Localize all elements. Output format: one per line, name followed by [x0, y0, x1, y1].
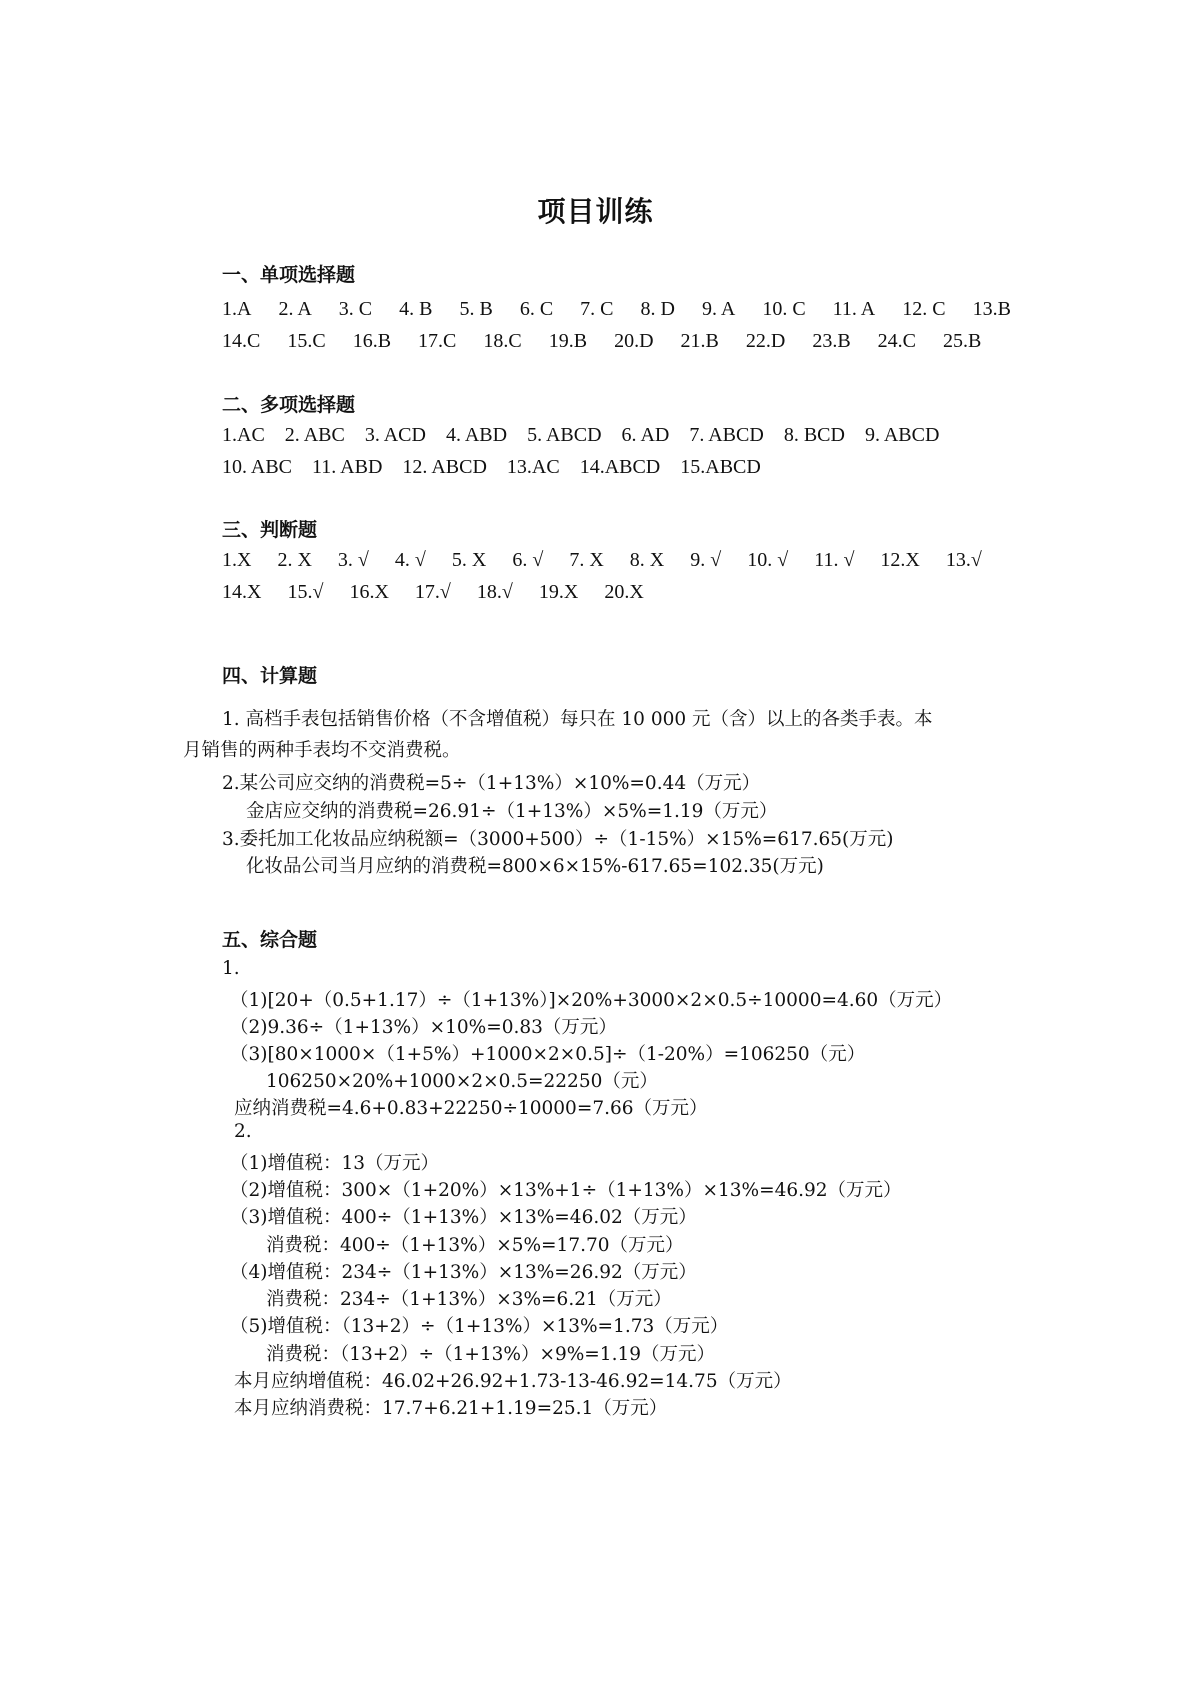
answer-item: 15.ABCD	[680, 456, 761, 478]
body-line: （5)增值税：（13+2）÷（1+13%）×13%=1.73（万元）	[230, 1316, 729, 1337]
answer-item: 4. ABD	[445, 424, 508, 446]
body-line: （2)9.36÷（1+13%）×10%=0.83（万元）	[230, 1017, 617, 1038]
body-line: 本月应纳消费税：17.7+6.21+1.19=25.1（万元）	[234, 1398, 668, 1419]
answer-item: 7. ABCD	[689, 424, 764, 446]
answer-row	[222, 581, 670, 604]
answer-row	[222, 298, 1038, 321]
answer-item: 6. √	[512, 549, 544, 571]
answer-item: 2. A	[278, 298, 312, 320]
answer-item: 5. B	[459, 298, 493, 320]
body-line: （1)增值税：13（万元）	[230, 1153, 440, 1174]
answer-item: 15.√	[287, 581, 324, 603]
answer-item: 1.X	[222, 549, 252, 571]
answer-item: 4. √	[394, 549, 426, 571]
body-line: （1)[20+（0.5+1.17）÷（1+13%）]×20%+3000×2×0.5÷10000=4.60（万元）	[230, 990, 953, 1011]
answer-item: 9. √	[690, 549, 722, 571]
answer-item: 14.X	[222, 581, 262, 603]
answer-item: 25.B	[943, 330, 982, 352]
answer-item: 12.X	[880, 549, 920, 571]
answer-item: 15.C	[287, 330, 326, 352]
body-line: 2.某公司应交纳的消费税=5÷（1+13%）×10%=0.44（万元）	[222, 773, 761, 794]
answer-item: 3. ACD	[364, 424, 426, 446]
answer-item: 11. √	[814, 549, 855, 571]
answer-item: 8. BCD	[783, 424, 845, 446]
answer-item: 3. √	[337, 549, 369, 571]
body-line: 消费税：400÷（1+13%）×5%=17.70（万元）	[266, 1235, 684, 1256]
answer-item: 14.ABCD	[579, 456, 661, 478]
answer-row	[222, 549, 1008, 572]
answer-item: 12. C	[902, 298, 946, 320]
body-line: 消费税：234÷（1+13%）×3%=6.21（万元）	[266, 1289, 672, 1310]
section-heading-calculation: 四、计算题	[222, 665, 318, 687]
body-line: 1. 高档手表包括销售价格（不含增值税）每只在 10 000 元（含）以上的各类手表。本	[222, 709, 933, 730]
answer-item: 22.D	[745, 330, 786, 352]
body-line: 消费税：（13+2）÷（1+13%）×9%=1.19（万元）	[266, 1344, 715, 1365]
body-line: 应纳消费税=4.6+0.83+22250÷10000=7.66（万元）	[234, 1098, 708, 1119]
body-line: 本月应纳增值税：46.02+26.92+1.73-13-46.92=14.75（万元）	[234, 1371, 792, 1392]
body-line: 2.	[234, 1121, 252, 1142]
answer-row	[222, 424, 959, 447]
answer-item: 2. ABC	[284, 424, 345, 446]
answer-item: 9. ABCD	[864, 424, 940, 446]
body-line: （3)增值税：400÷（1+13%）×13%=46.02（万元）	[230, 1207, 697, 1228]
answer-item: 24.C	[877, 330, 916, 352]
body-line: （3)[80×1000×（1+5%）+1000×2×0.5]÷（1-20%）=106250（元）	[230, 1044, 866, 1065]
answer-item: 10. √	[747, 549, 789, 571]
answer-item: 7. C	[580, 298, 614, 320]
answer-item: 18.√	[476, 581, 513, 603]
body-line: 1.	[222, 958, 240, 979]
section-heading-multiple-choice: 二、多项选择题	[222, 394, 356, 416]
answer-item: 16.B	[352, 330, 392, 352]
answer-item: 1.AC	[222, 424, 265, 446]
section-heading-single-choice: 一、单项选择题	[222, 264, 356, 286]
answer-item: 17.C	[418, 330, 457, 352]
answer-item: 19.B	[548, 330, 588, 352]
answer-item: 3. C	[338, 298, 373, 320]
answer-item: 10. ABC	[222, 456, 293, 478]
answer-item: 10. C	[762, 298, 806, 320]
answer-item: 17.√	[414, 581, 451, 603]
answer-item: 6. AD	[621, 424, 670, 446]
answer-item: 11. A	[832, 298, 876, 320]
answer-item: 16.X	[349, 581, 389, 603]
body-line: 金店应交纳的消费税=26.91÷（1+13%）×5%=1.19（万元）	[246, 801, 778, 822]
answer-item: 13.AC	[506, 456, 560, 478]
answer-item: 21.B	[680, 330, 719, 352]
page-title: 项目训练	[537, 195, 654, 228]
answer-item: 7. X	[569, 549, 604, 571]
body-line: 化妆品公司当月应纳的消费税=800×6×15%-617.65=102.35(万元)	[246, 856, 824, 877]
answer-item: 18.C	[483, 330, 522, 352]
section-heading-true-false: 三、判断题	[222, 519, 318, 541]
answer-item: 20.D	[614, 330, 654, 352]
body-line: 月销售的两种手表均不交消费税。	[183, 740, 461, 761]
answer-item: 19.X	[538, 581, 579, 603]
answer-item: 5. ABCD	[527, 424, 602, 446]
answer-row	[222, 330, 1008, 353]
answer-item: 4. B	[399, 298, 433, 320]
answer-item: 14.C	[222, 330, 261, 352]
answer-item: 13.B	[972, 298, 1011, 320]
body-line: （4)增值税：234÷（1+13%）×13%=26.92（万元）	[230, 1262, 697, 1283]
answer-item: 8. X	[629, 549, 665, 571]
body-line: 106250×20%+1000×2×0.5=22250（元）	[266, 1071, 658, 1092]
answer-item: 9. A	[701, 298, 736, 320]
answer-item: 11. ABD	[312, 456, 383, 478]
section-heading-comprehensive: 五、综合题	[222, 929, 318, 951]
answer-item: 13.√	[945, 549, 982, 571]
answer-item: 5. X	[451, 549, 487, 571]
answer-item: 23.B	[812, 330, 851, 352]
answer-row	[222, 456, 781, 479]
answer-item: 20.X	[604, 581, 644, 603]
answer-item: 12. ABCD	[402, 456, 487, 478]
answer-item: 8. D	[640, 298, 675, 320]
answer-item: 6. C	[519, 298, 554, 320]
answer-item: 2. X	[277, 549, 312, 571]
answer-item: 1.A	[222, 298, 252, 320]
body-line: 3.委托加工化妆品应纳税额=（3000+500）÷（1-15%）×15%=617.65(万元)	[222, 829, 894, 850]
body-line: （2)增值税：300×（1+20%）×13%+1÷（1+13%）×13%=46.92（万元）	[230, 1180, 902, 1201]
